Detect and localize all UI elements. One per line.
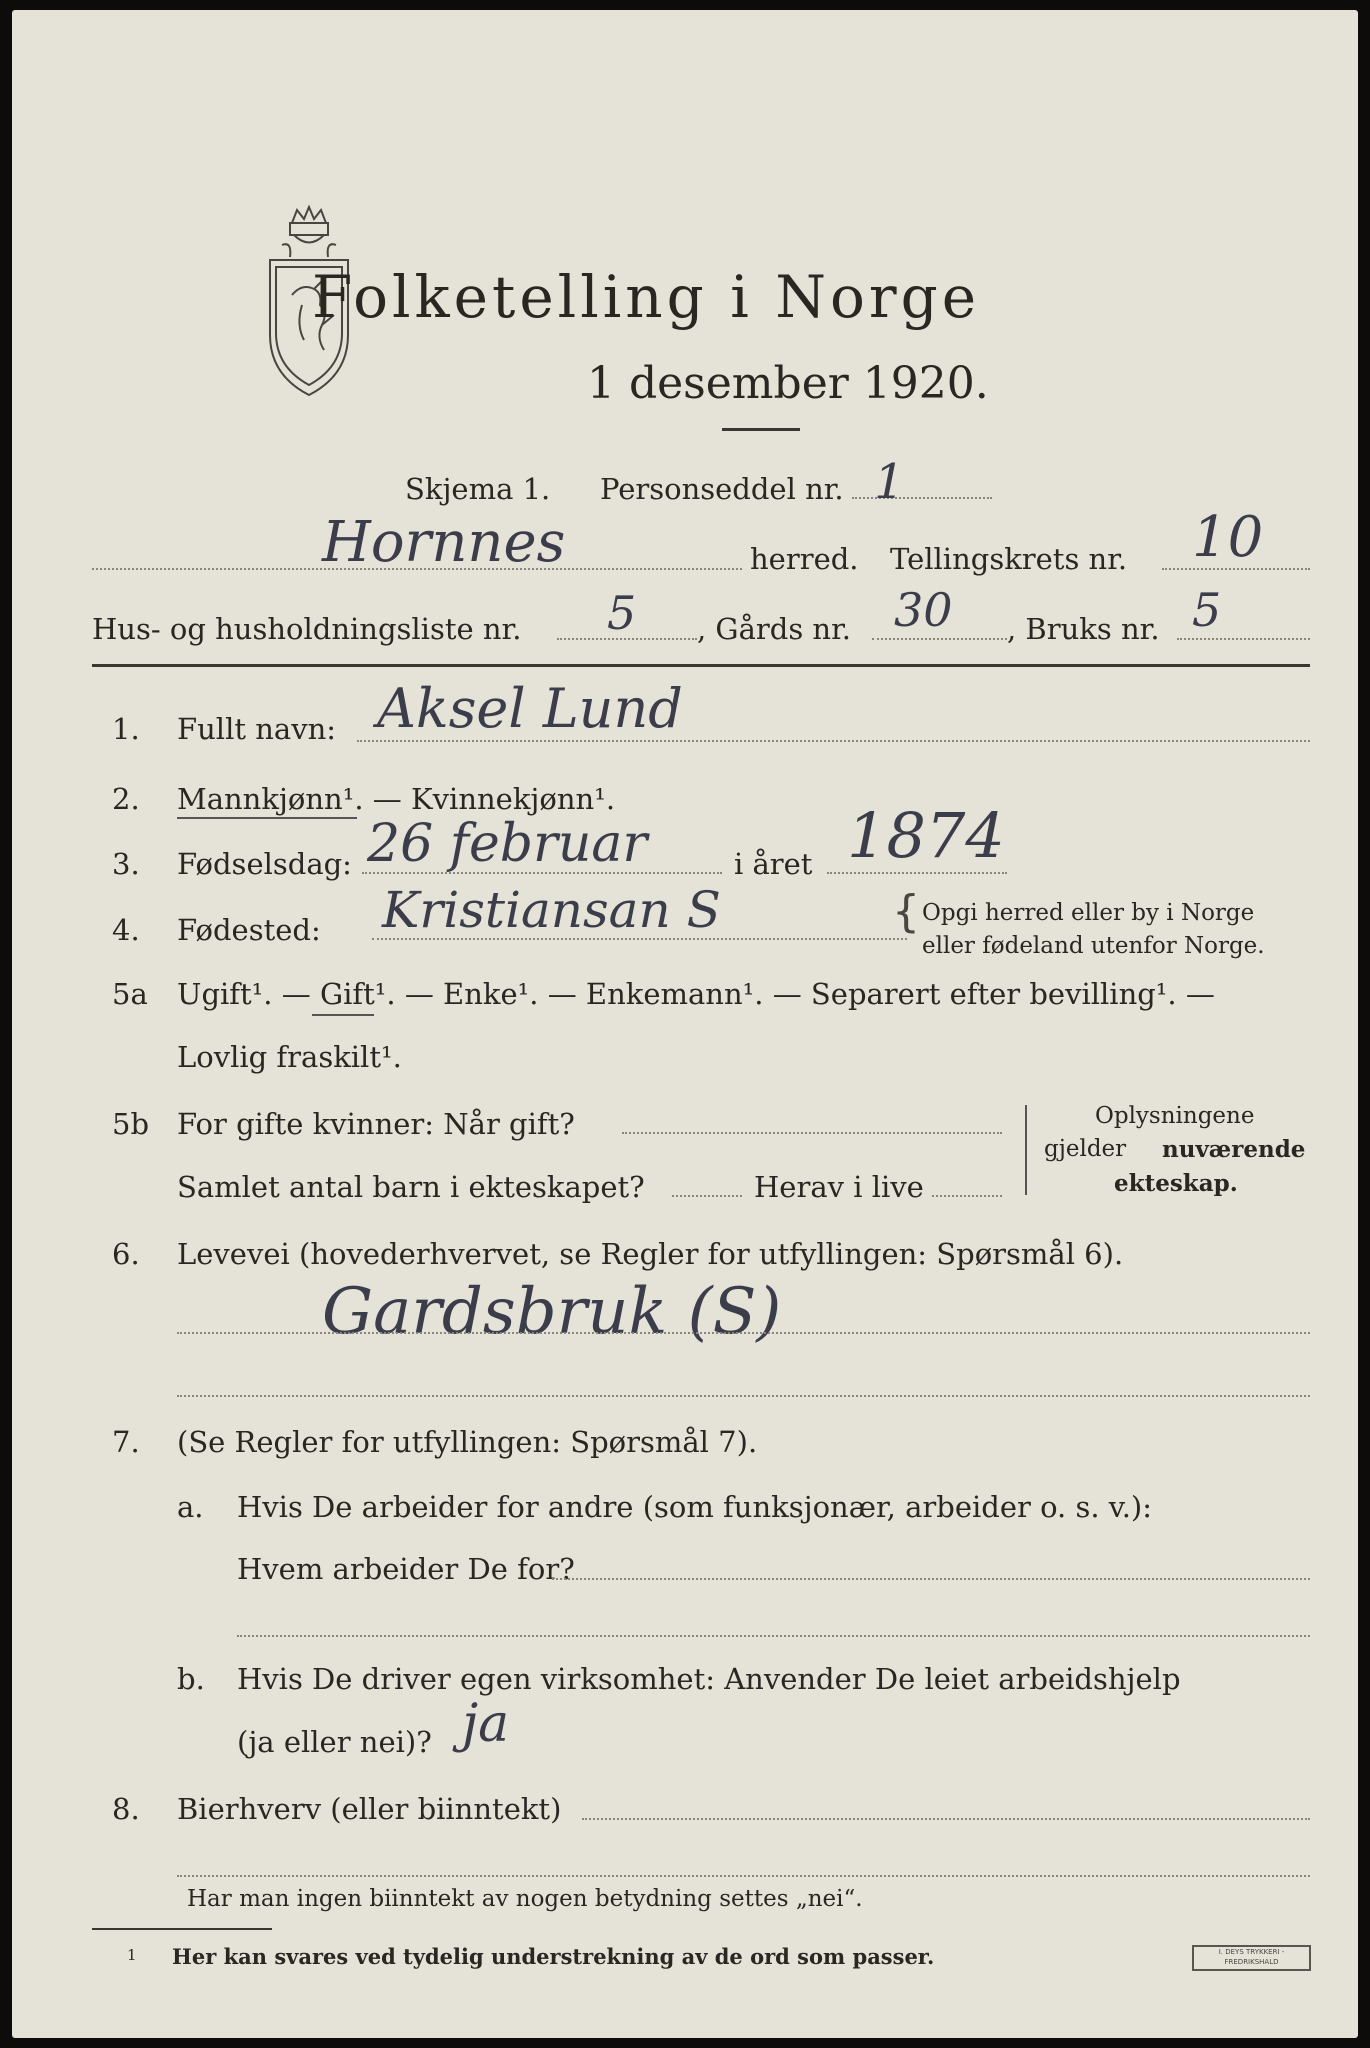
q5b-note-line1: Oplysningene xyxy=(1095,1103,1255,1129)
q3-year-line xyxy=(827,872,1007,874)
q5b-number: 5b xyxy=(112,1107,150,1141)
herred-label: herred. xyxy=(750,542,859,576)
footer-note: Har man ingen biinntekt av nogen betydning settes „nei“. xyxy=(187,1886,863,1912)
tellingskrets-value: 10 xyxy=(1192,505,1264,570)
q7-label: (Se Regler for utfyllingen: Spørsmål 7). xyxy=(177,1425,758,1459)
footnote-number: 1 xyxy=(127,1946,137,1964)
q7a-letter: a. xyxy=(177,1490,204,1524)
header-rule xyxy=(92,664,1310,667)
skjema-label: Skjema 1. xyxy=(405,472,551,506)
q5b-note-line2: gjelder xyxy=(1044,1136,1127,1162)
q7a-label: Hvis De arbeider for andre (som funksjonær, arbeider o. s. v.): xyxy=(237,1490,1153,1524)
q1-line xyxy=(357,740,1310,742)
q2-mannkjonn-underline xyxy=(177,817,357,819)
q5b-note-line2-bold: nuværende xyxy=(1162,1136,1306,1163)
q7a-line2 xyxy=(237,1635,1310,1637)
q6-line1 xyxy=(177,1332,1310,1334)
q7a-employer-line xyxy=(552,1578,1310,1580)
q7b-answer: ja xyxy=(462,1694,510,1754)
q1-label: Fullt navn: xyxy=(177,712,337,746)
q5a-number: 5a xyxy=(112,977,148,1011)
gards-value: 30 xyxy=(894,583,953,637)
q5b-label: For gifte kvinner: Når gift? xyxy=(177,1107,575,1141)
footnote-rule xyxy=(92,1928,272,1930)
q5b-alive-line xyxy=(932,1195,1002,1197)
q8-label: Bierhverv (eller biinntekt) xyxy=(177,1792,562,1826)
q3-birth-year: 1874 xyxy=(847,799,1005,872)
q5b-children-line xyxy=(672,1195,742,1197)
q5b-alive-label: Herav i live xyxy=(754,1170,924,1204)
q4-brace: { xyxy=(892,886,920,937)
q1-number: 1. xyxy=(112,712,140,746)
q4-label: Fødested: xyxy=(177,913,321,947)
printer-mark: I. DEYS TRYKKERI - FREDRIKSHALD xyxy=(1192,1945,1311,1971)
personseddel-label: Personseddel nr. xyxy=(600,472,844,506)
q1-full-name: Aksel Lund xyxy=(377,677,683,740)
q5a-gift-underline xyxy=(312,1014,374,1016)
personseddel-line xyxy=(852,497,992,499)
q6-occupation: Gardsbruk (S) xyxy=(322,1275,782,1349)
census-date: 1 desember 1920. xyxy=(587,358,989,409)
q5b-bracket xyxy=(1025,1105,1027,1195)
q3-year-label: i året xyxy=(734,847,813,881)
q2-number: 2. xyxy=(112,782,140,816)
q7b-label: Hvis De driver egen virksomhet: Anvender De leiet arbeidshjelp xyxy=(237,1662,1181,1696)
husliste-label: Hus- og husholdningsliste nr. xyxy=(92,612,522,646)
q3-line xyxy=(362,872,722,874)
q5a-marital-options-cont: Lovlig fraskilt¹. xyxy=(177,1040,402,1074)
q4-note-line1: Opgi herred eller by i Norge xyxy=(922,900,1255,926)
title-divider xyxy=(722,428,800,431)
q4-birthplace: Kristiansan S xyxy=(382,881,721,939)
form-title: Folketelling i Norge xyxy=(312,263,981,331)
tellingskrets-label: Tellingskrets nr. xyxy=(890,542,1128,576)
husliste-value: 5 xyxy=(607,586,637,640)
personseddel-value: 1 xyxy=(874,454,905,510)
q4-number: 4. xyxy=(112,913,140,947)
bruks-value: 5 xyxy=(1192,583,1222,637)
q5a-marital-options: Ugift¹. — Gift¹. — Enke¹. — Enkemann¹. — Separert efter bevilling¹. — xyxy=(177,977,1215,1011)
q8-number: 8. xyxy=(112,1792,140,1826)
herred-value: Hornnes xyxy=(322,510,566,575)
census-form-page xyxy=(12,10,1358,2038)
q3-birthday: 26 februar xyxy=(367,814,648,874)
bruks-label: , Bruks nr. xyxy=(1007,612,1160,646)
q7b-answer-label: (ja eller nei)? xyxy=(237,1725,432,1759)
bruks-line xyxy=(1177,638,1310,640)
q8-line2 xyxy=(177,1875,1310,1877)
footnote-text: Her kan svares ved tydelig understrekning av de ord som passer. xyxy=(172,1944,935,1969)
q4-note-line2: eller fødeland utenfor Norge. xyxy=(922,933,1265,959)
q3-number: 3. xyxy=(112,847,140,881)
q6-label: Levevei (hovederhvervet, se Regler for utfyllingen: Spørsmål 6). xyxy=(177,1237,1124,1271)
q2-gender-options: Mannkjønn¹. — Kvinnekjønn¹. xyxy=(177,782,616,816)
q3-label: Fødselsdag: xyxy=(177,847,352,881)
q5b-children-label: Samlet antal barn i ekteskapet? xyxy=(177,1170,645,1204)
q7a-employer-label: Hvem arbeider De for? xyxy=(237,1552,575,1586)
q6-number: 6. xyxy=(112,1237,140,1271)
q6-line2 xyxy=(177,1395,1310,1397)
q5b-note-line3: ekteskap. xyxy=(1114,1170,1238,1197)
gards-label: , Gårds nr. xyxy=(697,612,851,646)
herred-line xyxy=(92,568,742,570)
q4-line xyxy=(372,938,907,940)
q5b-line xyxy=(622,1132,1002,1134)
q8-line1 xyxy=(582,1818,1310,1820)
q7b-letter: b. xyxy=(177,1662,205,1696)
q7-number: 7. xyxy=(112,1425,140,1459)
gards-line xyxy=(872,638,1007,640)
